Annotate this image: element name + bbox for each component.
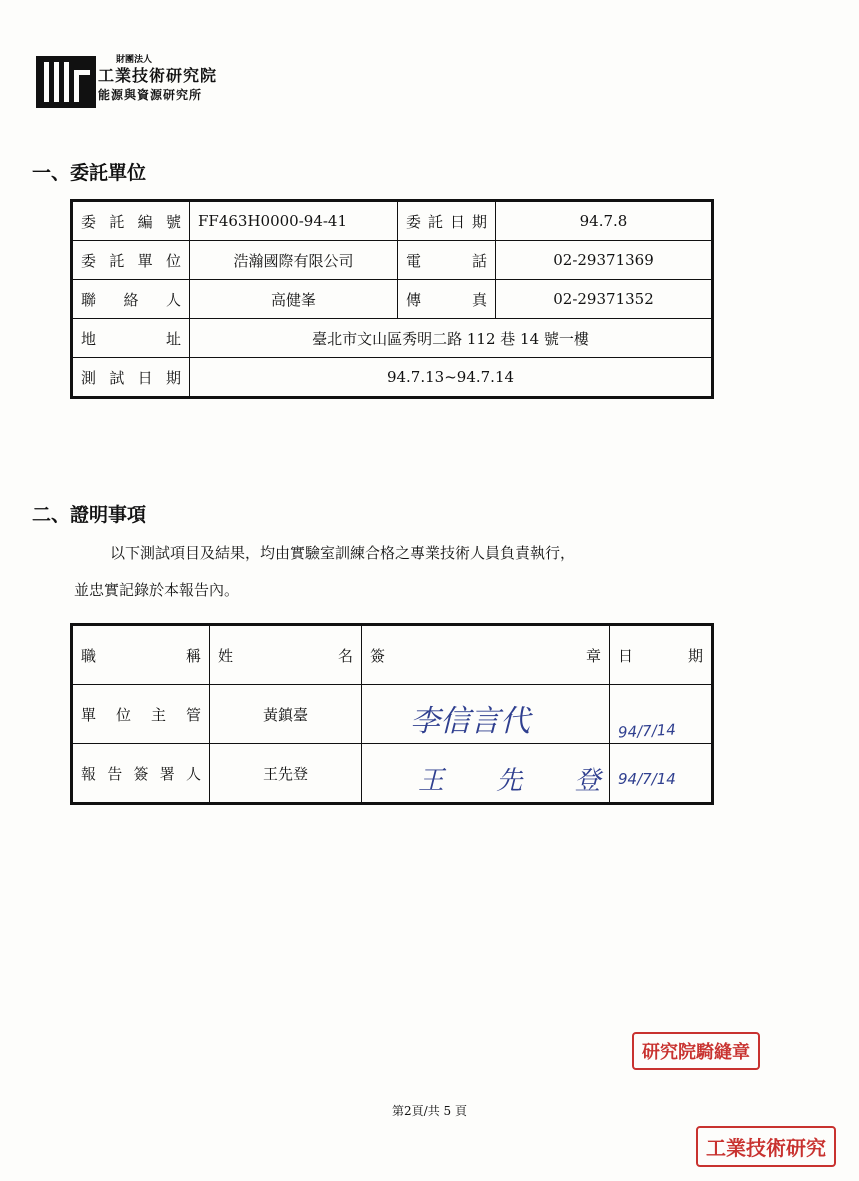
signature-1: 李信言代 [410,704,530,739]
section2-title: 二、證明事項 [32,504,147,526]
label-cell: 委託日期 [398,201,496,241]
section1-title: 一、委託單位 [32,162,147,184]
table-row [72,625,713,685]
statement-line-2: 並忠實記錄於本報告內。 [74,581,240,599]
table-row [72,201,713,241]
date-1: 94/7/14 [617,720,677,742]
value-cell: 高健峯 [190,280,398,319]
table-row [72,241,713,280]
statement-line-1: 以下測試項目及結果，均由實驗室訓練合格之專業技術人員負責執行， [110,544,576,562]
page-number: 第2頁/共 5 頁 [392,1104,467,1118]
value-cell: 94.7.8 [496,201,713,241]
label-cell: 委託編號 [72,201,190,241]
label-cell: 測試日期 [72,358,190,398]
value-cell: 02-29371352 [496,280,713,319]
label-cell: 傳 真 [398,280,496,319]
org-block [98,56,217,101]
value-cell: FF463H0000-94-41 [190,201,398,241]
signature-2: 王 先 登 [418,766,623,796]
value-cell: 臺北市文山區秀明二路 112 巷 14 號一樓 [190,319,713,358]
table-row [72,280,713,319]
itri-logo [36,56,96,108]
header-cell: 職稱 [72,625,210,685]
itri-seal-stamp: 工業技術研究 [696,1126,836,1167]
header-cell: 簽章 [362,625,610,685]
label-cell: 聯絡人 [72,280,190,319]
value-cell: 浩瀚國際有限公司 [190,241,398,280]
org-name: 工業技術研究院 [98,66,218,85]
table-row [72,319,713,358]
value-cell: 02-29371369 [496,241,713,280]
date-2: 94/7/14 [618,770,676,788]
title-cell: 報告簽署人 [72,744,210,804]
org-small: 財團法人 [116,55,153,65]
label-cell: 委託單位 [72,241,190,280]
name-cell: 王先登 [210,744,362,804]
title-cell: 單位主管 [72,685,210,744]
table-row [72,358,713,398]
header-cell: 日期 [610,625,713,685]
header-cell: 姓名 [210,625,362,685]
value-cell: 94.7.13~94.7.14 [190,358,713,398]
org-unit: 能源與資源研究所 [98,88,203,102]
seam-seal-stamp: 研究院騎縫章 [632,1032,760,1070]
client-table [70,199,714,399]
label-cell: 電 話 [398,241,496,280]
label-cell: 地址 [72,319,190,358]
name-cell: 黃鎮臺 [210,685,362,744]
table-row [72,685,713,744]
